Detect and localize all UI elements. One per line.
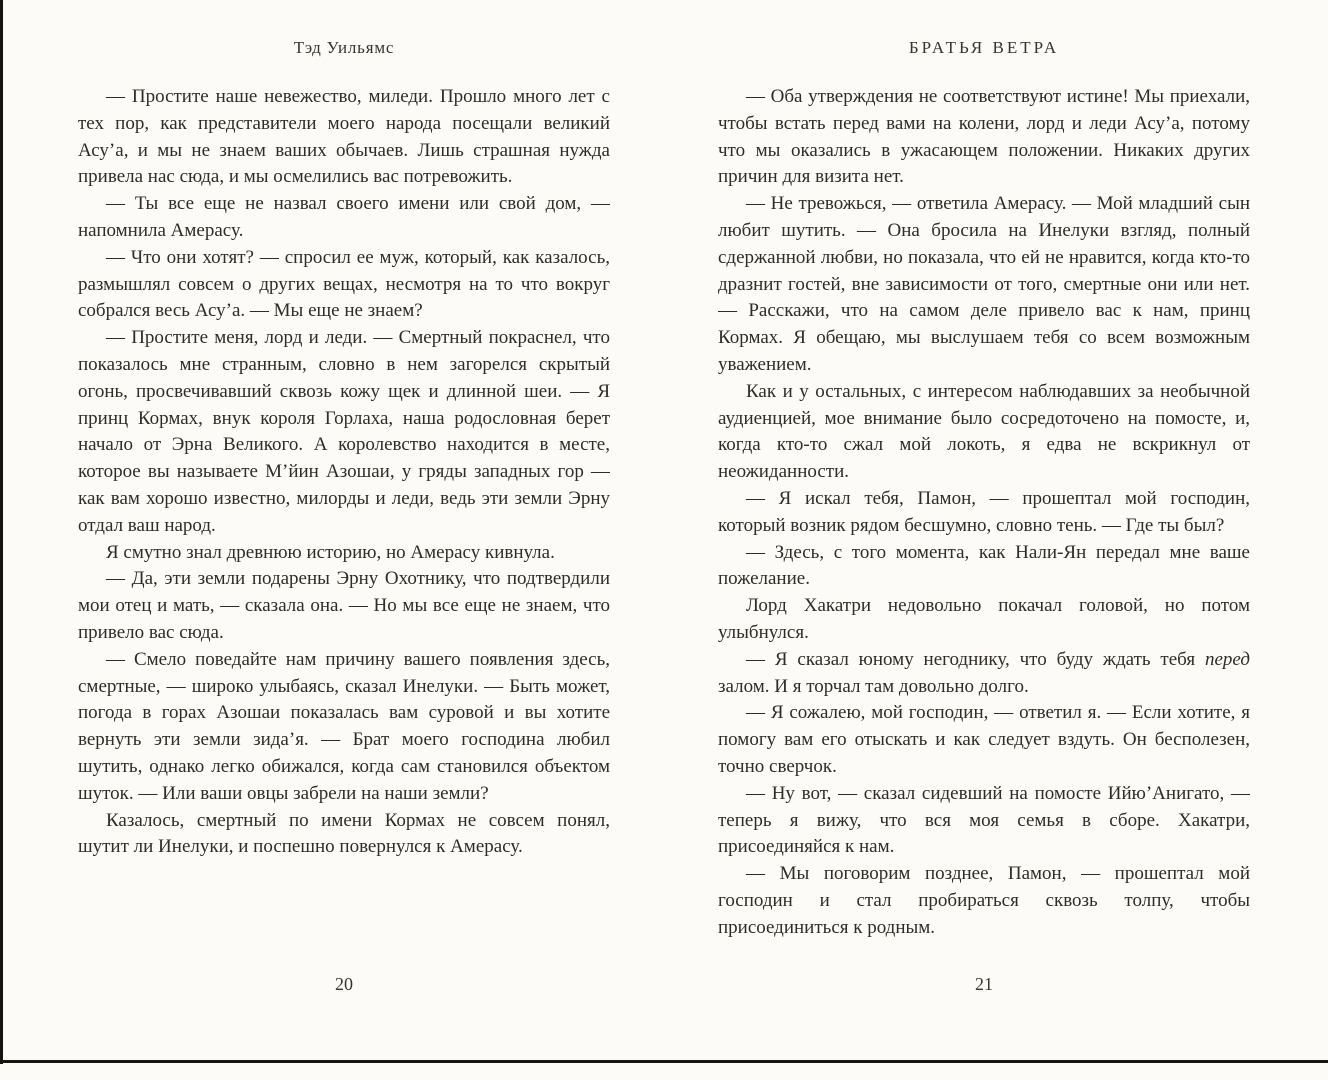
paragraph <box>78 245 610 325</box>
paragraph <box>718 700 1250 780</box>
running-head-author: Тэд Уильямс <box>293 38 395 57</box>
text-run: Лорд Хакатри недовольно покачал головой, но потом улыбнулся. <box>718 595 1250 643</box>
text-run: Казалось, смертный по имени Кормах не совсем понял, шутит ли Инелуки, и поспешно повернулся к Амерасу. <box>78 809 610 858</box>
paragraph <box>78 647 610 808</box>
italic-text-run: перед <box>1204 648 1250 670</box>
right-page <box>718 38 1250 1048</box>
left-page-number: 20 <box>335 974 353 994</box>
text-run: Как и у остальных, с интересом наблюдавших за необычной аудиенцией, мое внимание было сосредоточено на помосте, и, когда кто-то сжал мой локоть, я едва не вскрикнул от неожиданности. <box>718 380 1250 483</box>
text-run: — Что они хотят? — спросил ее муж, который, как казалось, размышлял совсем о других вещах, несмотря на то что вокруг собрался весь Асу’а. — Мы еще не знаем? <box>78 246 610 322</box>
scan-edge-bottom <box>0 1060 1328 1063</box>
paragraph <box>718 593 1250 647</box>
paragraph <box>78 566 610 646</box>
left-page-body <box>78 84 610 861</box>
paragraph <box>78 191 610 245</box>
text-run: — Я искал тебя, Памон, — прошептал мой господин, который возник рядом бесшумно, словно тень. — Где ты был? <box>718 487 1250 536</box>
text-run: — Смело поведайте нам причину вашего появления здесь, смертные, — широко улыбаясь, сказал Инелуки. — Быть может, погода в горах Азошаи показалась вам суровой и вы хотите вернуть эти земли зида’я. — Брат моего господина любил шутить, однако легко обижался, когда сам становился объектом шуток. — Или ваши овцы забрели на наши земли? <box>78 648 610 804</box>
text-run: — Оба утверждения не соответствуют истине! Мы приехали, чтобы встать перед вами на колени, лорд и леди Асу’а, потому что мы оказались в ужасающем положении. Никаких других причин для визита нет. <box>718 86 1250 188</box>
paragraph <box>718 191 1250 379</box>
paragraph <box>718 379 1250 486</box>
text-run: — Да, эти земли подарены Эрну Охотнику, что подтвердили мои отец и мать, — сказала она. — Но мы все еще не знаем, что привело вас сюда. <box>78 568 610 643</box>
text-run: Я смутно знал древнюю историю, но Амерасу кивнула. <box>106 541 555 563</box>
text-run: — Простите наше невежество, миледи. Прошло много лет с тех пор, как представители моего народа посещали великий Асу’а, и мы не знаем ваших обычаев. Лишь страшная нужда привела нас сюда, и мы осмелились вас потревожить. <box>78 86 610 188</box>
paragraph <box>78 808 610 862</box>
running-head-title: БРАТЬЯ ВЕТРА <box>908 38 1060 57</box>
text-run: — Здесь, с того момента, как Нали-Ян передал мне ваше пожелание. <box>718 541 1250 590</box>
paragraph <box>78 84 610 191</box>
scan-edge-left <box>0 0 3 1064</box>
right-page-body <box>718 84 1250 942</box>
paragraph <box>78 325 610 539</box>
paragraph <box>718 84 1250 191</box>
left-page <box>78 38 610 1048</box>
text-run: — Ну вот, — сказал сидевший на помосте Ийю’Анигато, — теперь я вижу, что вся моя семья в сборе. Хакатри, присоединяйся к нам. <box>718 782 1250 858</box>
page-gutter <box>610 38 718 1080</box>
paragraph <box>718 486 1250 540</box>
text-run: — Ты все еще не назвал своего имени или свой дом, — напомнила Амерасу. <box>78 193 610 241</box>
paragraph <box>78 540 610 567</box>
text-run: — Я сказал юному негоднику, что буду ждать тебя <box>746 648 1205 670</box>
text-run: — Не тревожься, — ответила Амерасу. — Мой младший сын любит шутить. — Она бросила на Инелуки взгляд, полный сдержанной любви, но показала, что ей не нравится, когда кто-то дразнит гостей, вне зависимости от того, смертные они или нет. — Расскажи, что на самом деле привело вас к нам, принц Кормах. Я обещаю, мы выслушаем тебя со всем возможным уважением. <box>718 193 1250 375</box>
text-run: — Я сожалею, мой господин, — ответил я. — Если хотите, я помогу вам его отыскать и как следует вздуть. Он бесполезен, точно сверчок. <box>718 702 1250 777</box>
paragraph <box>718 781 1250 861</box>
right-page-number: 21 <box>975 974 993 994</box>
text-run: залом. И я торчал там довольно долго. <box>718 675 1029 697</box>
paragraph <box>718 540 1250 594</box>
text-run: — Простите меня, лорд и леди. — Смертный покраснел, что показалось мне странным, словно в нем загорелся скрытый огонь, просвечивавший сквозь кожу щек и длинной шеи. — Я принц Кормах, внук короля Горлаха, наша родословная берет начало от Эрна Великого. А королевство находится в месте, которое вы называете М’йин Азошаи, у гряды западных гор — как вам хорошо известно, милорды и леди, ведь эти земли Эрну отдал ваш народ. <box>78 327 610 536</box>
paragraph <box>718 861 1250 941</box>
text-run: — Мы поговорим позднее, Памон, — прошептал мой господин и стал пробираться сквозь толпу, чтобы присоединиться к родным. <box>718 863 1250 938</box>
paragraph <box>718 647 1250 701</box>
